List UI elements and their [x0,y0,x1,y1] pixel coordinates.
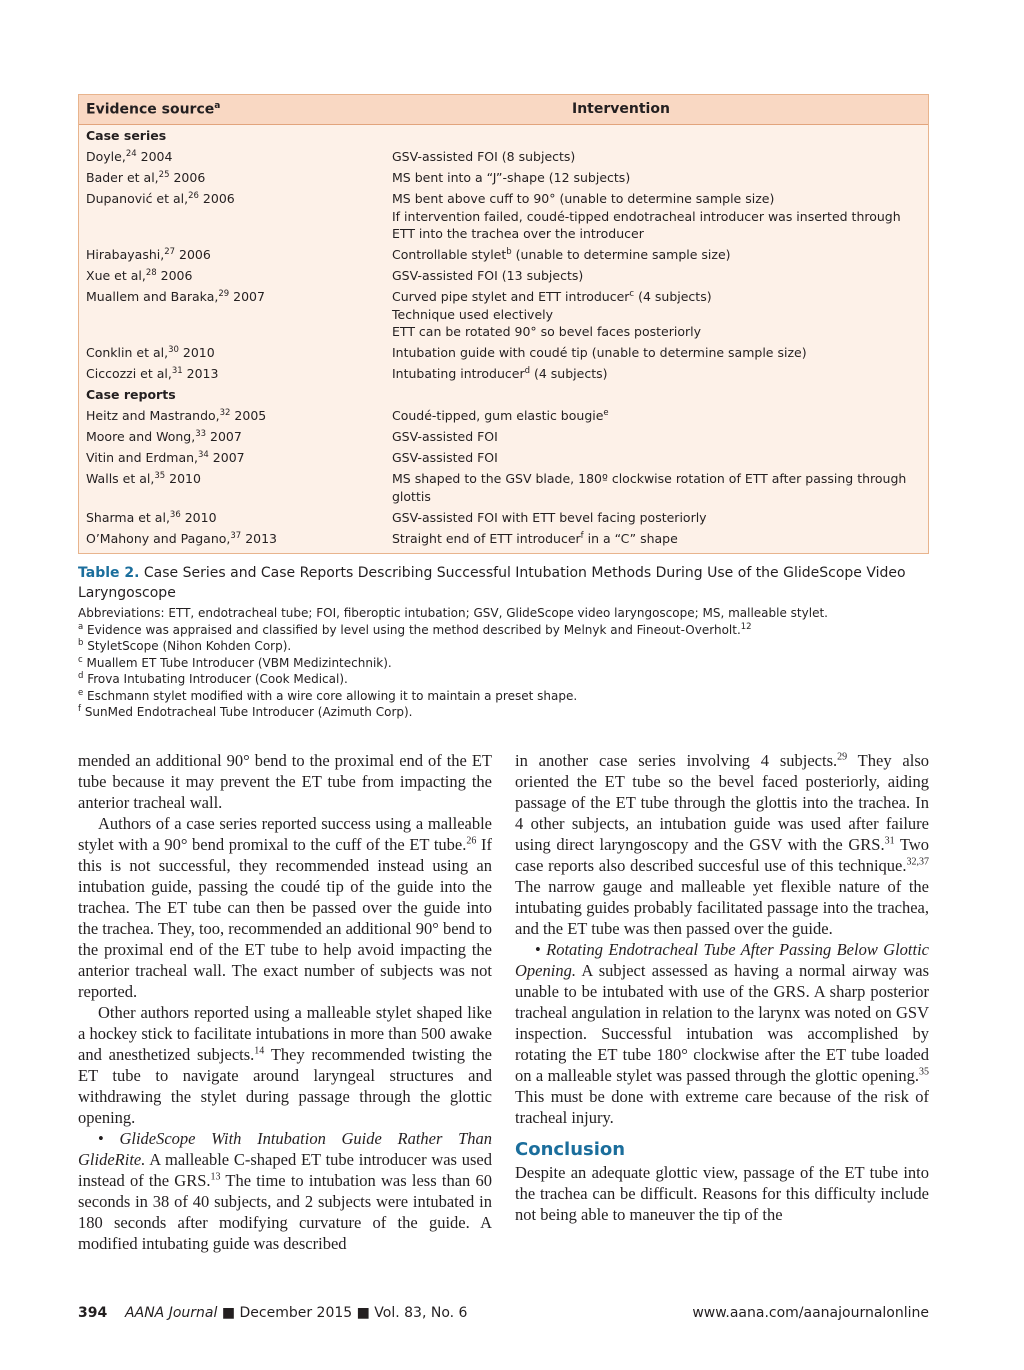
table-row [79,148,928,166]
table-row [79,530,928,548]
evidence-source-cell: Dupanović et al,$^{26}$ 2006 [86,190,235,206]
evidence-source-cell: Bader et al,$^{25}$ 2006 [86,169,206,185]
intervention-cell: MS shaped to the GSV blade, 180º clockwise rotation of ETT after passing through glottis [392,471,907,504]
table-group-title: Case reports [86,387,176,402]
table-caption [78,563,938,721]
conclusion-heading: Conclusion [515,1139,626,1160]
evidence-source-cell: O’Mahony and Pagano,$^{37}$ 2013 [86,530,278,546]
body-paragraph: in another case series involving 4 subjects.$^{29}$ They also oriented the ET tube so the bevel faced posteriorly, aiding passage of the ET tube through the glottis into the trachea. In 4 other subjects, an intubation guide was used after failure using direct laryngoscopy and the GSV with the GRS.$^{31}$ Two case reports also described succesful use of this technique.$^{32,37}$ The narrow gauge and malleable yet flexible nature of the intubating guides probably facilitated passage into the trachea, and the ET tube was then passed over the guide. [515,751,929,938]
caption-abbreviations: Abbreviations: ETT, endotracheal tube; FOI, fiberoptic intubation; GSV, GlideScope video laryngoscope; MS, malleable stylet. [78,606,828,620]
evidence-source-cell: Vitin and Erdman,$^{34}$ 2007 [86,449,245,465]
header-intervention: Intervention [572,101,670,117]
table-row [79,509,928,527]
intervention-cell: Intubating introducer$^d$ (4 subjects) [392,365,608,381]
evidence-source-cell: Walls et al,$^{35}$ 2010 [86,470,201,486]
journal-name: AANA Journal [125,1305,218,1321]
intervention-cell: GSV-assisted FOI [392,450,498,465]
table-row [79,470,928,505]
intervention-cell: GSV-assisted FOI with ETT bevel facing posteriorly [392,509,707,525]
intervention-cell: MS bent into a “J”-shape (12 subjects) [392,170,631,185]
table-row [79,449,928,467]
page-footer [78,1305,929,1321]
intervention-cell: Coudé-tipped, gum elastic bougie$^e$ [392,407,609,423]
footnote: $^b$ StyletScope (Nihon Kohden Corp). [78,638,292,653]
evidence-source-cell: Hirabayashi,$^{27}$ 2006 [86,246,211,262]
table-group-title: Case series [86,128,167,143]
table-row [79,407,928,425]
issue-info: ■ December 2015 ■ Vol. 83, No. 6 [217,1305,468,1321]
intervention-cell: GSV-assisted FOI [392,429,498,444]
intervention-cell: MS bent above cuff to 90° (unable to determine sample size) If intervention failed, coudé-tipped endotracheal introducer was inserted through ETT into the trachea over the introducer [392,191,901,241]
evidence-source-cell: Xue et al,$^{28}$ 2006 [86,267,193,283]
body-paragraph: Other authors reported using a malleable stylet shaped like a hockey stick to facilitate intubations in more than 500 awake and anesthetized subjects.$^{14}$ They recommended twisting the ET tube to navigate around laryngeal structures and withdrawing the stylet during passage through the glottic opening. [78,1003,492,1127]
table-row [79,169,928,187]
body-column-right [515,750,929,1225]
table-row [79,190,928,243]
intervention-cell: Controllable stylet$^b$ (unable to determine sample size) [392,246,731,262]
caption-label: Table 2. [78,565,140,581]
evidence-source-cell: Sharma et al,$^{36}$ 2010 [86,509,217,525]
intervention-cell: GSV-assisted FOI (8 subjects) [392,149,576,164]
table-row [79,267,928,285]
footnote: $^a$ Evidence was appraised and classified by level using the method described by Melnyk and Fineout-Overholt.$^{12}$ [78,621,752,637]
caption-footnotes [78,622,938,721]
body-paragraph: • GlideScope With Intubation Guide Rather Than GlideRite. A malleable C-shaped ET tube introducer was used instead of the GRS.$^{13}$ The time to intubation was less than 60 seconds in 38 of 40 subjects, and 2 subjects were intubated in 180 seconds after modifying curvature of the guide. A modified intubating guide was described [78,1129,492,1253]
page-number: 394 [78,1305,108,1321]
caption-title: Table 2. Case Series and Case Reports Describing Successful Intubation Methods During Use of the GlideScope Video Laryngoscope [78,565,906,601]
intervention-cell: GSV-assisted FOI (13 subjects) [392,268,584,283]
table-row [79,428,928,446]
evidence-source-cell: Doyle,$^{24}$ 2004 [86,148,173,164]
intervention-cell: Curved pipe stylet and ETT introducer$^c$ (4 subjects) Technique used electively ETT can be rotated 90° so bevel faces posteriorly [392,288,712,339]
footnote: $^d$ Frova Intubating Introducer (Cook Medical). [78,671,348,686]
body-paragraph: • Rotating Endotracheal Tube After Passing Below Glottic Opening. A subject assessed as having a normal airway was unable to be intubated with use of the GRS. A sharp posterior tracheal angulation in relation to the larynx was noted on GSV inspection. Successful intubation was accomplished by rotating the ET tube 180° clockwise after the ET tube loaded on a malleable stylet was passed through the glottic opening.$^{35}$ This must be done with extreme care because of the risk of tracheal injury. [515,940,929,1127]
table-row [79,344,928,362]
evidence-table [78,94,929,554]
intervention-cell: Straight end of ETT introducer$^f$ in a “C” shape [392,530,678,546]
intervention-cell: Intubation guide with coudé tip (unable to determine sample size) [392,345,807,360]
evidence-source-cell: Muallem and Baraka,$^{29}$ 2007 [86,288,265,304]
table-header [79,95,928,125]
header-evidence-source: Evidence source$^a$ [86,101,221,118]
table-body [79,127,928,551]
footnote: $^e$ Eschmann stylet modified with a wire core allowing it to maintain a preset shape. [78,687,578,703]
table-row [79,365,928,383]
journal-url[interactable]: www.aana.com/aanajournalonline [692,1305,929,1321]
body-paragraph: mended an additional 90° bend to the proximal end of the ET tube because it may prevent the ET tube from impacting the anterior tracheal wall. [78,751,492,812]
right-paragraphs [515,750,929,1128]
evidence-source-cell: Heitz and Mastrando,$^{32}$ 2005 [86,407,267,423]
evidence-source-cell: Ciccozzi et al,$^{31}$ 2013 [86,365,219,381]
footnote: $^f$ SunMed Endotracheal Tube Introducer (Azimuth Corp). [78,704,413,719]
table-row [79,288,928,341]
evidence-source-cell: Moore and Wong,$^{33}$ 2007 [86,428,242,444]
evidence-source-cell: Conklin et al,$^{30}$ 2010 [86,344,215,360]
body-column-left [78,750,492,1254]
footnote: $^c$ Muallem ET Tube Introducer (VBM Medizintechnik). [78,654,392,670]
conclusion-paragraph: Despite an adequate glottic view, passage of the ET tube into the trachea can be difficult. Reasons for this difficulty include not being able to maneuver the tip of the [515,1163,929,1224]
body-paragraph: Authors of a case series reported success using a malleable stylet with a 90° bend promixal to the cuff of the ET tube.$^{26}$ If this is not successful, they recommended instead using an intubation guide, passing the coudé tip of the guide into the trachea. The ET tube can then be passed over the guide into the trachea. They, too, recommended an additional 90° bend to the proximal end of the ET tube to help avoid impacting the anterior tracheal wall. The exact number of subjects was not reported. [78,814,492,1001]
table-row [79,246,928,264]
